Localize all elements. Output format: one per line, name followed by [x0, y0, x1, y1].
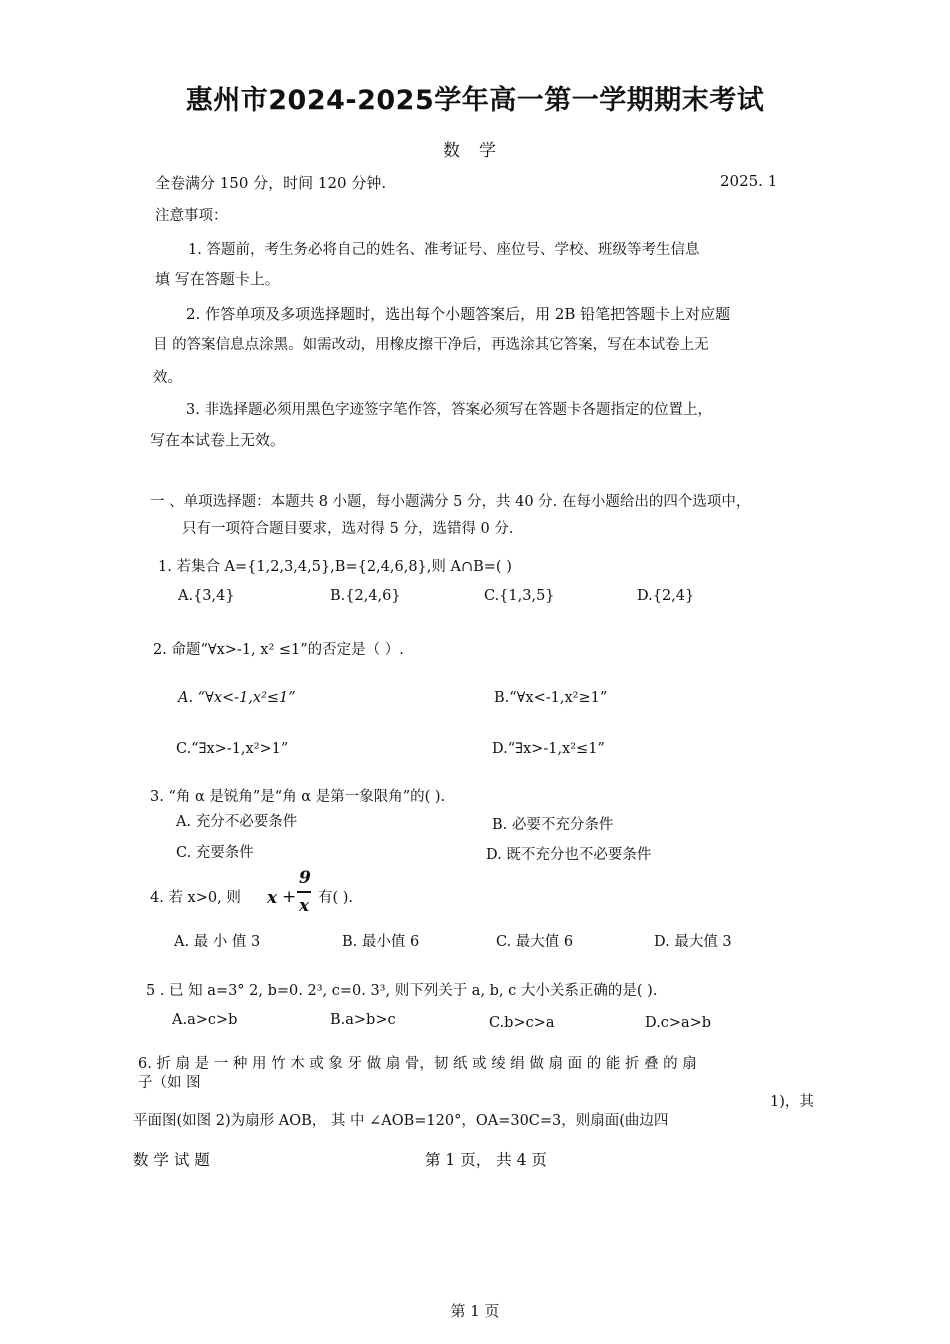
question-1-option-d: D.{2,4} [637, 588, 695, 604]
formula-variable: x [267, 888, 278, 908]
question-3-stem: 3. “角 α 是锐角”是“角 α 是第一象限角”的( ). [150, 789, 446, 805]
question-5-option-d: D.c>a>b [645, 1015, 712, 1031]
question-6-line-3: 1)，其 [770, 1094, 814, 1110]
exam-title: 惠州市2024-2025学年高一第一学期期末考试 [185, 85, 765, 116]
subject-heading: 数 学 [443, 141, 497, 161]
question-4-stem-prefix: 4. 若 x>0, 则 [150, 890, 241, 906]
question-5-option-b: B.a>b>c [330, 1012, 396, 1028]
question-2-option-c: C.“∃x>-1,x²>1” [176, 741, 289, 757]
question-6-line-4: 平面图(如图 2)为扇形 AOB， 其 中 ∠AOB=120°，OA=30C=3，则扇面(曲边四 [133, 1113, 669, 1129]
page-number: 第 1 页 [450, 1302, 500, 1320]
formula-plus: + [282, 887, 297, 907]
question-4-option-c: C. 最大值 6 [496, 934, 574, 950]
formula-denominator: x [299, 896, 310, 916]
notice-item-2-line-2: 目 的答案信息点涂黑。如需改动，用橡皮擦干净后，再选涂其它答案，写在本试卷上无 [153, 337, 709, 353]
notice-item-2-line-1: 2. 作答单项及多项选择题时，选出每个小题答案后，用 2B 铅笔把答题卡上对应题 [186, 305, 731, 323]
question-5-option-a: A.a>c>b [172, 1012, 238, 1028]
question-3-option-a: A. 充分不必要条件 [176, 814, 298, 830]
question-6-line-1: 6. 折 扇 是 一 种 用 竹 木 或 象 牙 做 扇 骨，韧 纸 或 绫 绢 做 扇 面 的 能 折 叠 的 扇 [138, 1056, 697, 1072]
question-1-option-b: B.{2,4,6} [330, 588, 401, 604]
score-time-info: 全卷满分 150 分，时间 120 分钟. [155, 174, 387, 192]
notice-item-1-line-2: 填 写在答题卡上。 [155, 270, 280, 288]
section-1-line-2: 只有一项符合题目要求，选对得 5 分，选错得 0 分. [182, 521, 514, 537]
fraction-bar [297, 891, 311, 893]
question-4-option-b: B. 最小值 6 [342, 934, 420, 950]
question-3-option-b: B. 必要不充分条件 [492, 817, 614, 833]
question-1-option-c: C.{1,3,5} [484, 588, 555, 604]
question-4-stem-suffix: 有( ). [318, 890, 354, 906]
exam-date: 2025. 1 [720, 172, 778, 190]
notice-item-1-line-1: 1. 答题前，考生务必将自己的姓名、准考证号、座位号、学校、班级等考生信息 [188, 242, 700, 258]
footer-page-info: 第 1 页， 共 4 页 [425, 1151, 547, 1169]
section-1-line-1: 一 、单项选择题：本题共 8 小题，每小题满分 5 分，共 40 分. 在每小题给出的四个选项中， [150, 494, 751, 510]
notice-item-3-line-2: 写在本试卷上无效。 [150, 431, 286, 449]
question-1-stem: 1. 若集合 A={1,2,3,4,5},B={2,4,6,8},则 A∩B=( ) [158, 559, 512, 575]
formula-numerator: 9 [299, 868, 311, 888]
notice-heading: 注意事项： [155, 208, 228, 224]
question-4-option-d: D. 最大值 3 [654, 934, 732, 950]
notice-item-2-line-3: 效。 [153, 370, 182, 386]
question-2-stem: 2. 命题“∀x>-1, x² ≤1”的否定是（ ）. [153, 642, 404, 658]
question-2-option-b: B.“∀x<-1,x²≥1” [494, 690, 608, 706]
question-6-line-2: 子（如 图 [138, 1075, 201, 1091]
question-4-option-a: A. 最 小 值 3 [174, 934, 261, 950]
question-5-stem: 5 . 已 知 a=3° 2, b=0. 2³, c=0. 3³, 则下列关于 a, b, c 大小关系正确的是( ). [146, 983, 658, 999]
question-5-option-c: C.b>c>a [489, 1015, 555, 1031]
question-3-option-d: D. 既不充分也不必要条件 [486, 847, 652, 863]
notice-item-3-line-1: 3. 非选择题必须用黑色字迹签字笔作答，答案必须写在答题卡各题指定的位置上， [186, 402, 712, 418]
question-2-option-d: D.“∃x>-1,x²≤1” [492, 741, 605, 757]
footer-subject: 数 学 试 题 [133, 1151, 210, 1169]
question-1-option-a: A.{3,4} [178, 588, 235, 604]
question-2-option-a: A. “∀x<-1,x²≤1” [178, 690, 296, 706]
question-3-option-c: C. 充要条件 [176, 845, 254, 861]
